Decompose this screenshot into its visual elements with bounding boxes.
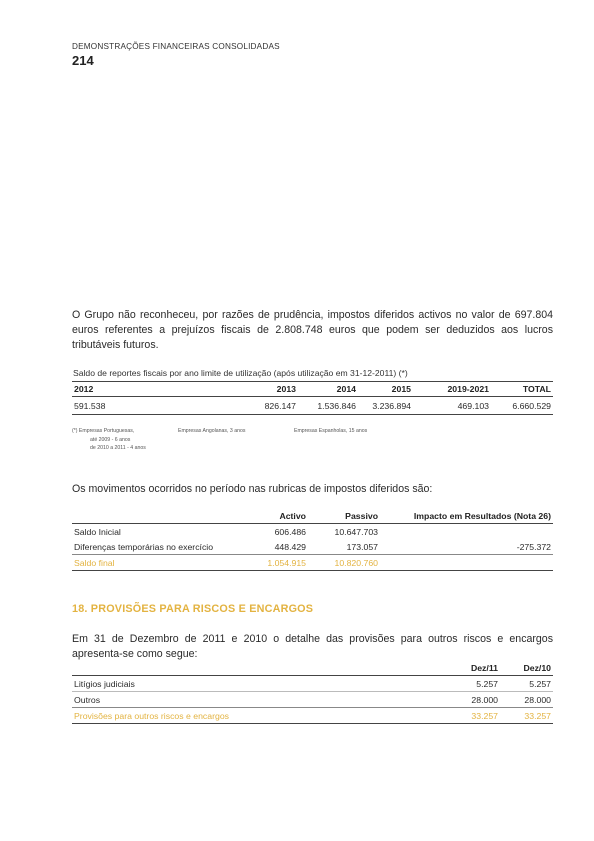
provisions-table [72, 660, 553, 724]
footnote-portuguese-companies [72, 427, 182, 453]
table-header-row [72, 508, 553, 524]
footnote-line: de 2010 a 2011 - 4 anos [90, 445, 146, 451]
footnote-angolan-companies: Empresas Angolanas, 3 anos [178, 428, 246, 434]
table-cell: Provisões para outros riscos e encargos [74, 710, 230, 721]
column-header: 2019-2021 [447, 384, 489, 394]
table-cell: Diferenças temporárias no exercício [74, 541, 214, 552]
table-cell: 10.647.703 [334, 526, 378, 537]
column-header [72, 660, 432, 676]
table-total-row [72, 708, 553, 724]
section-title: 18. PROVISÕES PARA RISCOS E ENCARGOS [72, 603, 314, 615]
table-row [72, 676, 553, 692]
footnote-spanish-companies: Empresas Espanholas, 15 anos [294, 428, 368, 434]
table-cell: Outros [74, 694, 101, 705]
table-row [72, 692, 553, 708]
table-cell: 591.538 [74, 400, 106, 411]
column-header [72, 508, 254, 524]
table-cell: 1.054.915 [267, 557, 306, 568]
column-header: Dez/11 [470, 662, 498, 673]
table-cell: 3.236.894 [372, 400, 411, 411]
footnote-line: (*) Empresas Portuguesas, [72, 428, 135, 434]
table-cell: Saldo Inicial [74, 526, 121, 537]
table-cell: 469.103 [457, 400, 489, 411]
carryforward-table [72, 381, 553, 415]
deferred-tax-movements-table [72, 508, 553, 571]
table-cell: 6.660.529 [512, 400, 551, 411]
table-cell: 606.486 [274, 526, 306, 537]
column-header: Impacto em Resultados (Nota 26) [413, 510, 551, 521]
table-cell: 1.536.846 [317, 400, 356, 411]
document-header: DEMONSTRAÇÕES FINANCEIRAS CONSOLIDADAS [72, 42, 280, 51]
table-cell: 5.257 [529, 678, 551, 689]
table-cell: -275.372 [516, 541, 551, 552]
table-cell: 28.000 [471, 694, 498, 705]
table-cell: 826.147 [264, 400, 296, 411]
provisions-paragraph: Em 31 de Dezembro de 2011 e 2010 o detalhe das provisões para outros riscos e encargos apresenta-se como segue: [72, 633, 553, 661]
column-header: 2015 [391, 384, 411, 394]
table-cell: 5.257 [476, 678, 498, 689]
table-row [72, 539, 553, 555]
footnote-line: até 2009 - 6 anos [90, 436, 131, 443]
table-row [72, 524, 553, 540]
table-cell: 33.257 [524, 710, 551, 721]
column-header: 2014 [336, 384, 356, 394]
table-cell: 448.429 [274, 541, 306, 552]
table-header-row [72, 660, 553, 676]
table-cell: 10.820.760 [334, 557, 378, 568]
deferred-tax-paragraph: O Grupo não reconheceu, por razões de prudência, impostos diferidos activos no valor de 697.804 euros referentes a prejuízos fiscais de 2.808.748 euros que podem ser deduzidos aos lucros tributáveis futuros. [72, 309, 553, 352]
table-cell [380, 555, 553, 571]
column-header: 2012 [74, 384, 94, 394]
table-cell [380, 524, 553, 540]
column-header: Passivo [345, 510, 378, 521]
movements-paragraph: Os movimentos ocorridos no período nas rubricas de impostos diferidos são: [72, 483, 433, 495]
carryforward-table-caption: Saldo de reportes fiscais por ano limite de utilização (após utilização em 31-12-2011) (*) [73, 368, 408, 378]
table-total-row [72, 555, 553, 571]
column-header: Dez/10 [523, 662, 551, 673]
table-row [72, 397, 553, 415]
table-cell: 173.057 [346, 541, 378, 552]
column-header: Activo [279, 510, 306, 521]
table-cell: 33.257 [471, 710, 498, 721]
table-cell: Saldo final [74, 557, 115, 568]
column-header: TOTAL [522, 384, 551, 394]
page-number: 214 [72, 53, 94, 68]
column-header: 2013 [276, 384, 296, 394]
table-cell: Litígios judiciais [74, 678, 135, 689]
table-cell: 28.000 [524, 694, 551, 705]
table-header-row [72, 382, 553, 397]
